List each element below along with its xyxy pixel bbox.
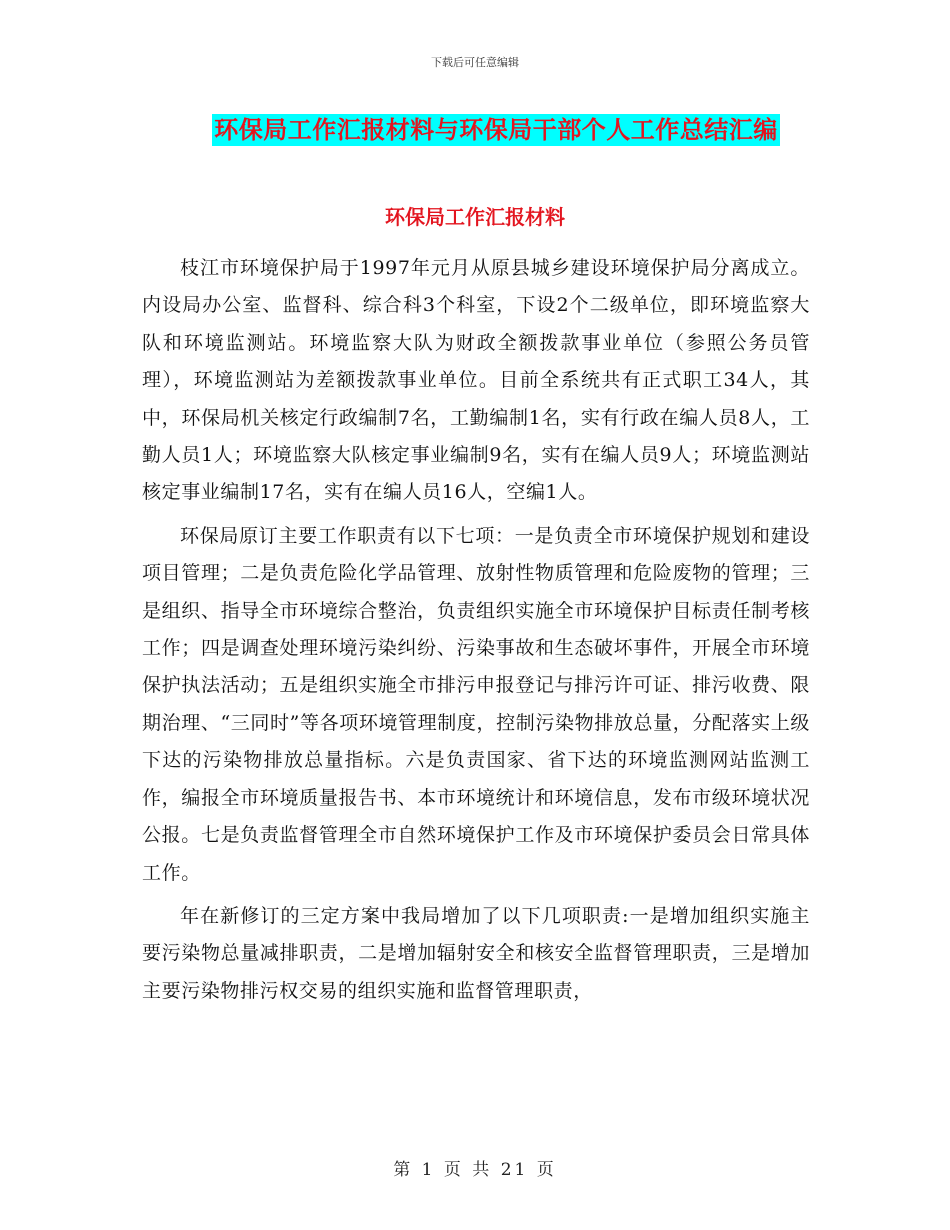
body-paragraph: 枝江市环境保护局于1997年元月从原县城乡建设环境保护局分离成立。内设局办公室、监督科、综合科3个科室，下设2个二级单位，即环境监察大队和环境监测站。环境监察大队为财政全额拨款事业单位（参照公务员管理），环境监测站为差额拨款事业单位。目前全系统共有正式职工34人，其中，环保局机关核定行政编制7名，工勤编制1名，实有行政在编人员8人，工勤人员1人；环境监察大队核定事业编制9名，实有在编人员9人；环境监测站核定事业编制17名，实有在编人员16人，空编1人。 [142, 257, 810, 504]
section-title: 环保局工作汇报材料 [385, 205, 565, 229]
document-title: 环保局工作汇报材料与环保局干部个人工作总结汇编 [214, 116, 778, 144]
document-title-wrap [0, 114, 950, 146]
body-paragraph: 年在新修订的三定方案中我局增加了以下几项职责:一是增加组织实施主要污染物总量减排职责，二是增加辐射安全和核安全监督管理职责，三是增加主要污染物排污权交易的组织实施和监督管理职责， [142, 904, 810, 1002]
document-body [142, 250, 810, 1016]
page-header-note: 下载后可任意编辑 [431, 56, 519, 69]
page-number-footer: 第 1 页 共 21 页 [393, 1160, 557, 1180]
body-paragraph: 环保局原订主要工作职责有以下七项：一是负责全市环境保护规划和建设项目管理；二是负责危险化学品管理、放射性物质管理和危险废物的管理；三是组织、指导全市环境综合整治，负责组织实施全市环境保护目标责任制考核工作；四是调查处理环境污染纠纷、污染事故和生态破坏事件，开展全市环境保护执法活动；五是组织实施全市排污申报登记与排污许可证、排污收费、限期治理、“三同时”等各项环境管理制度，控制污染物排放总量，分配落实上级下达的污染物排放总量指标。六是负责国家、省下达的环境监测网站监测工作，编报全市环境质量报告书、本市环境统计和环境信息，发布市级环境状况公报。七是负责监督管理全市自然环境保护工作及市环境保护委员会日常具体工作。 [142, 524, 810, 884]
